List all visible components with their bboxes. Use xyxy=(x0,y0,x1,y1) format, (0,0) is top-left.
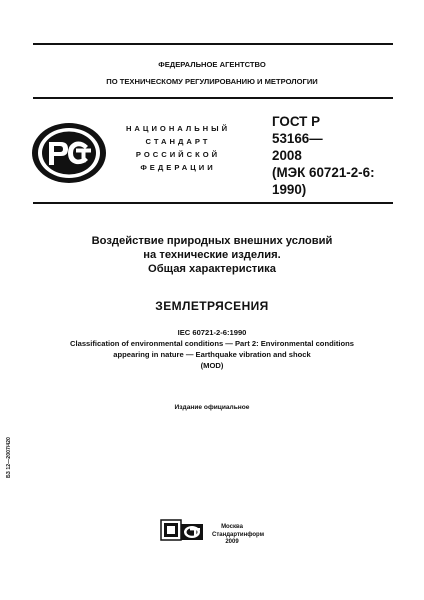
iec-reference xyxy=(0,327,424,371)
standard-line-5: 1990) xyxy=(272,182,307,197)
national-line-1: НАЦИОНАЛЬНЫЙ xyxy=(125,124,231,133)
document-heading: ЗЕМЛЕТРЯСЕНИЯ xyxy=(155,299,269,313)
title-line-2: на технические изделия. xyxy=(143,249,281,261)
edition-label: Издание официальное xyxy=(174,404,250,411)
national-line-3: РОССИЙСКОЙ xyxy=(135,150,221,159)
iec-line-4: (MOD) xyxy=(200,361,224,370)
national-line-4: ФЕДЕРАЦИИ xyxy=(140,163,216,172)
publisher-logo-icon xyxy=(160,518,206,546)
title-line-3: Общая характеристика xyxy=(148,263,276,275)
national-line-2: СТАНДАРТ xyxy=(145,137,211,146)
standard-line-4: (МЭК 60721-2-6: xyxy=(272,165,375,180)
publisher-city: Москва xyxy=(221,524,243,530)
title-line-1: Воздействие природных внешних условий xyxy=(91,235,333,247)
mid-rule xyxy=(33,202,393,204)
agency-line-1: ФЕДЕРАЛЬНОЕ АГЕНТСТВО xyxy=(158,60,266,69)
iec-line-3: appearing in nature — Earthquake vibration and shock xyxy=(113,350,311,359)
publisher-year: 2009 xyxy=(225,539,239,545)
standard-designation xyxy=(272,113,402,198)
iec-line-1: IEC 60721-2-6:1990 xyxy=(177,328,247,337)
standard-line-3: 2008 xyxy=(272,148,302,163)
publisher-name: Стандартинформ xyxy=(212,531,265,538)
national-standard-label xyxy=(108,122,248,174)
standard-line-1: ГОСТ Р xyxy=(272,114,320,129)
top-rule xyxy=(33,43,393,45)
header-rule xyxy=(33,97,393,99)
standard-line-2: 53166— xyxy=(272,131,323,146)
agency-line-2: ПО ТЕХНИЧЕСКОМУ РЕГУЛИРОВАНИЮ И МЕТРОЛОГИИ xyxy=(106,77,318,86)
iec-line-2: Classification of environmental conditions — Part 2: Environmental conditions xyxy=(70,339,354,348)
gost-r-logo-icon xyxy=(30,121,108,185)
side-code: БЗ 12—2007/420 xyxy=(6,437,12,478)
publisher-info xyxy=(212,524,265,547)
document-title xyxy=(0,234,424,276)
